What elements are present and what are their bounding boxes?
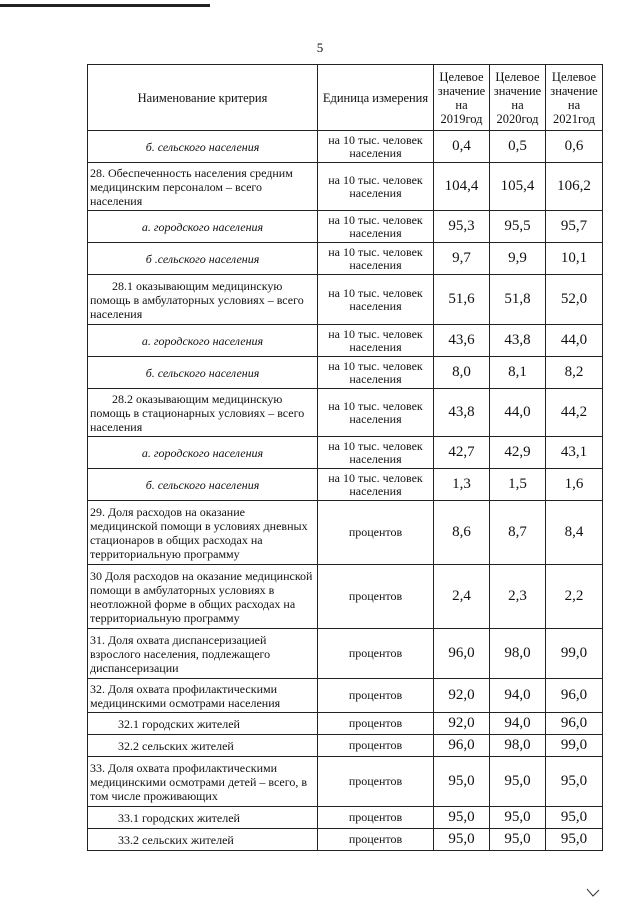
row-value-2020: 51,8 [490,275,546,325]
row-value-2021: 95,0 [546,829,603,851]
row-name: 32.2 сельских жителей [88,735,318,757]
row-value-2021: 8,2 [546,357,603,389]
table-row [88,275,603,325]
row-value-2019: 8,6 [434,501,490,565]
row-unit: процентов [318,807,434,829]
row-value-2020: 0,5 [490,131,546,163]
row-unit: на 10 тыс. человек населения [318,325,434,357]
row-value-2020: 95,0 [490,807,546,829]
row-name: б. сельского населения [88,469,318,501]
row-name: 30 Доля расходов на оказание медицинской помощи в амбулаторных условиях в неотложной форме в общих расходах на территориальную программу [88,565,318,629]
row-value-2020: 95,5 [490,211,546,243]
row-value-2020: 8,1 [490,357,546,389]
row-value-2021: 10,1 [546,243,603,275]
row-name: 29. Доля расходов на оказание медицинской помощи в условиях дневных стационаров в общих расходах на территориальную программу [88,501,318,565]
row-value-2019: 43,8 [434,389,490,437]
table-row [88,713,603,735]
header-target-2019: Целевое значение на 2019год [434,65,490,131]
row-unit: процентов [318,629,434,679]
criteria-table [87,64,603,851]
row-value-2021: 95,0 [546,757,603,807]
row-unit: на 10 тыс. человек населения [318,163,434,211]
row-value-2020: 94,0 [490,679,546,713]
row-name: а. городского населения [88,437,318,469]
row-value-2019: 96,0 [434,735,490,757]
row-value-2019: 51,6 [434,275,490,325]
row-value-2021: 96,0 [546,713,603,735]
row-unit: процентов [318,501,434,565]
row-unit: процентов [318,735,434,757]
row-value-2021: 8,4 [546,501,603,565]
row-value-2020: 98,0 [490,629,546,679]
row-value-2019: 8,0 [434,357,490,389]
row-value-2019: 96,0 [434,629,490,679]
table-row [88,437,603,469]
row-name: 31. Доля охвата диспансеризацией взрослого населения, подлежащего диспансеризации [88,629,318,679]
row-name: 32. Доля охвата профилактическими медицинскими осмотрами населения [88,679,318,713]
row-unit: на 10 тыс. человек населения [318,275,434,325]
table-row [88,829,603,851]
row-value-2020: 95,0 [490,757,546,807]
row-unit: на 10 тыс. человек населения [318,389,434,437]
row-value-2020: 105,4 [490,163,546,211]
table-row [88,357,603,389]
row-name: а. городского населения [88,211,318,243]
row-unit: на 10 тыс. человек населения [318,357,434,389]
table-row [88,389,603,437]
table-row [88,325,603,357]
row-name: 28. Обеспеченность населения средним медицинским персоналом – всего населения [88,163,318,211]
row-value-2019: 95,0 [434,829,490,851]
table-row [88,131,603,163]
row-value-2021: 99,0 [546,735,603,757]
corner-mark-icon [586,888,600,897]
row-value-2019: 2,4 [434,565,490,629]
row-value-2021: 44,2 [546,389,603,437]
row-value-2021: 106,2 [546,163,603,211]
row-unit: на 10 тыс. человек населения [318,131,434,163]
row-value-2019: 9,7 [434,243,490,275]
row-name: б. сельского населения [88,131,318,163]
row-value-2020: 98,0 [490,735,546,757]
row-unit: процентов [318,679,434,713]
table-header-row [88,65,603,131]
header-target-2020: Целевое значение на 2020год [490,65,546,131]
row-name: 33. Доля охвата профилактическими медицинскими осмотрами детей – всего, в том числе проживающих [88,757,318,807]
table-row [88,163,603,211]
row-unit: на 10 тыс. человек населения [318,243,434,275]
row-value-2020: 1,5 [490,469,546,501]
table-row [88,243,603,275]
header-unit: Единица измерения [318,65,434,131]
row-value-2020: 94,0 [490,713,546,735]
row-value-2019: 1,3 [434,469,490,501]
row-value-2019: 0,4 [434,131,490,163]
table-row [88,735,603,757]
row-value-2019: 104,4 [434,163,490,211]
row-value-2021: 44,0 [546,325,603,357]
table-row [88,807,603,829]
row-value-2020: 42,9 [490,437,546,469]
row-value-2021: 99,0 [546,629,603,679]
row-value-2020: 95,0 [490,829,546,851]
row-value-2019: 42,7 [434,437,490,469]
page-number: 5 [316,40,324,55]
row-value-2020: 2,3 [490,565,546,629]
row-value-2019: 92,0 [434,679,490,713]
row-unit: процентов [318,565,434,629]
row-value-2021: 1,6 [546,469,603,501]
row-name: 33.2 сельских жителей [88,829,318,851]
row-value-2021: 95,0 [546,807,603,829]
row-value-2019: 95,0 [434,757,490,807]
table-row [88,211,603,243]
row-value-2021: 52,0 [546,275,603,325]
row-unit: процентов [318,829,434,851]
row-value-2020: 8,7 [490,501,546,565]
table-row [88,629,603,679]
row-name: 32.1 городских жителей [88,713,318,735]
top-rule [0,4,210,7]
table-row [88,469,603,501]
row-value-2021: 0,6 [546,131,603,163]
table-row [88,679,603,713]
row-unit: на 10 тыс. человек населения [318,211,434,243]
table-row [88,501,603,565]
row-unit: процентов [318,713,434,735]
row-unit: на 10 тыс. человек населения [318,469,434,501]
row-name: 33.1 городских жителей [88,807,318,829]
table-row [88,757,603,807]
row-value-2021: 96,0 [546,679,603,713]
row-name: 28.2 оказывающим медицинскую помощь в стационарных условиях – всего населения [88,389,318,437]
header-criterion-name: Наименование критерия [88,65,318,131]
row-name: а. городского населения [88,325,318,357]
row-value-2020: 44,0 [490,389,546,437]
header-target-2021: Целевое значение на 2021год [546,65,603,131]
row-value-2020: 43,8 [490,325,546,357]
table-row [88,565,603,629]
row-unit: процентов [318,757,434,807]
row-value-2019: 92,0 [434,713,490,735]
row-name: б. сельского населения [88,357,318,389]
row-value-2019: 95,3 [434,211,490,243]
row-name: 28.1 оказывающим медицинскую помощь в амбулаторных условиях – всего населения [88,275,318,325]
row-unit: на 10 тыс. человек населения [318,437,434,469]
row-name: б .сельского населения [88,243,318,275]
row-value-2019: 43,6 [434,325,490,357]
row-value-2019: 95,0 [434,807,490,829]
row-value-2021: 95,7 [546,211,603,243]
row-value-2021: 2,2 [546,565,603,629]
row-value-2020: 9,9 [490,243,546,275]
row-value-2021: 43,1 [546,437,603,469]
